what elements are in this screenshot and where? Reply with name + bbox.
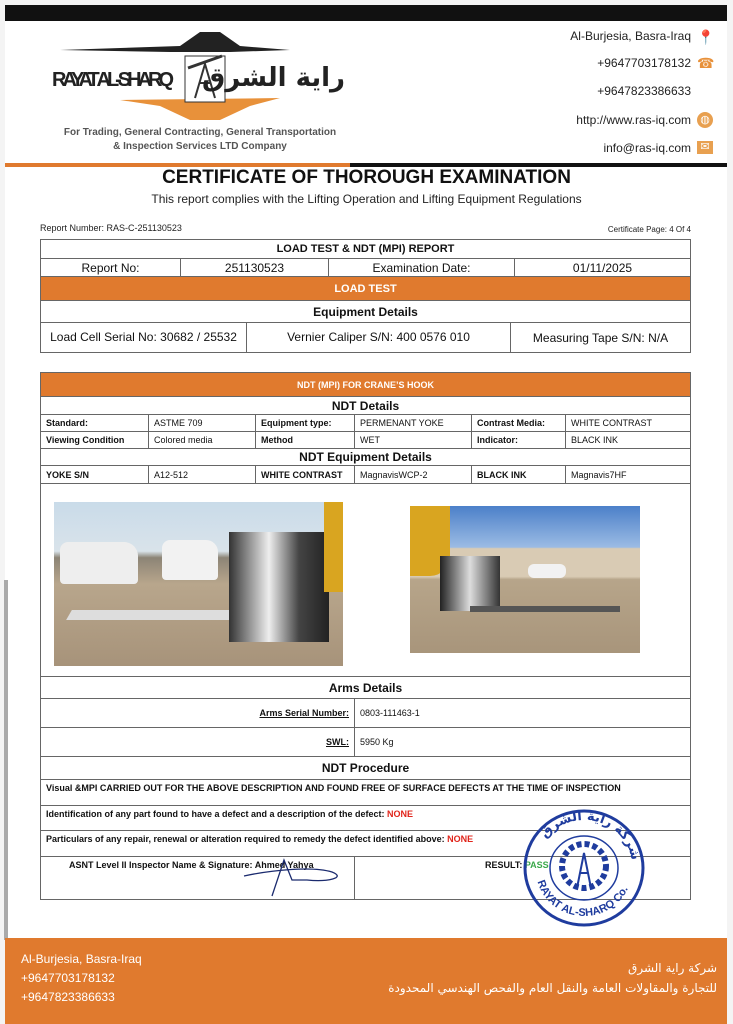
white-contrast-label: WHITE CONTRAST [256,466,355,484]
yoke-value: A12-512 [149,466,256,484]
contrast-media-label: Contrast Media: [472,415,566,432]
footer-phone-1: +9647703178132 [21,971,115,985]
top-bar [5,5,727,21]
company-logo [50,28,350,128]
certificate-subtitle: This report complies with the Lifting Operation and Lifting Equipment Regulations [151,192,582,206]
report-number: Report Number: RAS-C-251130523 [40,223,182,233]
equipment-details-heading: Equipment Details [41,301,691,323]
ndt-details-heading: NDT Details [41,397,691,415]
report-no-value: 251130523 [181,259,329,277]
vernier-caliper-serial: Vernier Caliper S/N: 400 0576 010 [247,323,511,352]
header-phone-1: +9647703178132 [597,56,691,70]
method-value: WET [355,432,472,449]
tagline-line-2: & Inspection Services LTD Company [113,141,287,152]
swl-value: 5950 Kg [355,728,691,757]
arms-serial-value: 0803-111463-1 [355,699,691,728]
method-label: Method [256,432,355,449]
standard-label: Standard: [41,415,149,432]
certificate-page: Certificate Page: 4 Of 4 [607,225,691,234]
load-test-heading: LOAD TEST [41,277,691,301]
footer-phone-2: +9647823386633 [21,990,115,1004]
load-cell-serial: Load Cell Serial No: 30682 / 25532 [41,323,247,352]
identification-value: NONE [387,809,414,819]
exam-date-value: 01/11/2025 [515,259,691,277]
footer-company-name-ar: شركة راية الشرق [628,961,717,975]
white-contrast-value: MagnavisWCP-2 [355,466,472,484]
swl-label: SWL: [326,737,349,747]
tagline-line-1: For Trading, General Contracting, General Transportation [63,127,337,138]
viewing-condition-label: Viewing Condition [41,432,149,449]
ndt-equipment-heading: NDT Equipment Details [41,449,691,466]
header-website[interactable]: http://www.ras-iq.com [576,113,691,127]
globe-icon: ◍ [697,112,713,128]
inspection-photo-2 [410,506,640,653]
phone-icon: ☎ [697,55,715,71]
load-ndt-heading: LOAD TEST & NDT (MPI) REPORT [41,240,691,259]
measuring-tape-serial: Measuring Tape S/N: N/A [532,330,669,345]
footer-address: Al-Burjesia, Basra-Iraq [21,952,142,966]
exam-date-label: Examination Date: [329,259,515,277]
header-phone-2: +9647823386633 [597,84,691,98]
load-test-table [40,239,691,353]
particulars-value: NONE [447,834,474,844]
inspection-photo-1 [54,502,343,666]
footer [5,938,727,1024]
arms-serial-label: Arms Serial Number: [259,708,349,718]
visual-statement: Visual &MPI CARRIED OUT FOR THE ABOVE DESCRIPTION AND FOUND FREE OF SURFACE DEFECTS AT THE TIME OF INSPECTION [41,780,691,806]
black-ink-value: Magnavis7HF [566,466,691,484]
company-tagline [40,126,360,154]
equipment-type-label: Equipment type: [256,415,355,432]
inspector-signature-scribble [232,858,372,898]
svg-text:RAYAT AL-SHARQ Co.: RAYAT AL-SHARQ Co. [534,878,631,920]
ndt-heading: NDT (MPI) FOR CRANE’S HOOK [41,373,691,397]
email-icon: ✉ [697,141,713,154]
footer-company-desc-ar: للتجارة والمقاولات العامة والنقل العام والفحص الهندسي المحدودة [388,981,717,995]
header-address: Al-Burjesia, Basra-Iraq [570,29,691,43]
standard-value: ASTME 709 [149,415,256,432]
yoke-label: YOKE S/N [41,466,149,484]
header-email[interactable]: info@ras-iq.com [603,141,691,155]
identification-label: Identification of any part found to have a defect and a description of the defect: [46,809,388,819]
svg-text:راية الشرق: راية الشرق [201,63,345,93]
arms-details-heading: Arms Details [41,677,691,699]
result-label: RESULT: [485,860,525,870]
result-value: PASS [524,860,549,870]
indicator-value: BLACK INK [566,432,691,449]
black-ink-label: BLACK INK [472,466,566,484]
location-pin-icon: 📍 [697,29,715,45]
ndt-procedure-heading: NDT Procedure [41,757,691,780]
equipment-type-value: PERMENANT YOKE [355,415,472,432]
report-no-label: Report No: [41,259,181,277]
contrast-media-value: WHITE CONTRAST [566,415,691,432]
scrollbar[interactable] [4,580,8,940]
svg-text:شركة راية الشرق: شركة راية الشرق [537,808,643,862]
company-stamp [522,808,646,928]
particulars-label: Particulars of any repair, renewal or alteration required to remedy the defect identified above: [46,834,448,844]
indicator-label: Indicator: [472,432,566,449]
inspector-signature: ASNT Level II Inspector Name & Signature: Ahmed Yahya [41,857,355,900]
viewing-condition-value: Colored media [149,432,256,449]
certificate-title: CERTIFICATE OF THOROUGH EXAMINATION [162,167,571,188]
logo-text-en: RAYAT AL-SHARQ [52,69,174,91]
